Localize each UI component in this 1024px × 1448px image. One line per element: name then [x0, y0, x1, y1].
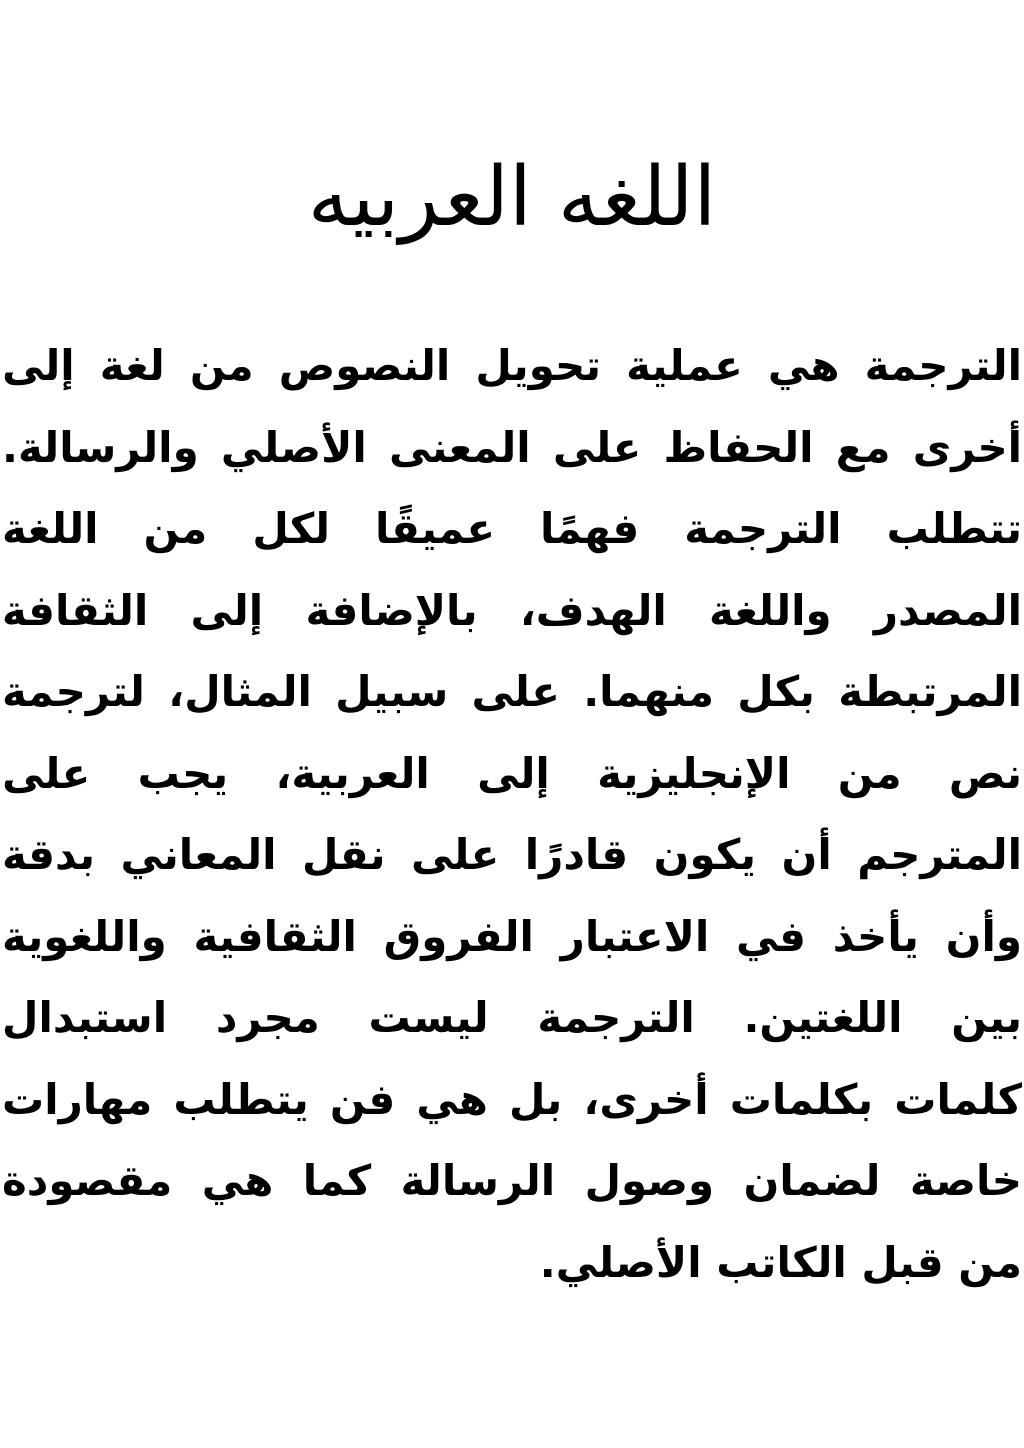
- body-line-9: بين اللغتين. الترجمة ليست مجرد استبدال: [2, 993, 1022, 1042]
- document-title: اللغه العربيه: [307, 150, 717, 245]
- document-body: [2, 325, 1022, 1303]
- body-line-11: خاصة لضمان وصول الرسالة كما هي مقصودة: [2, 1156, 1022, 1205]
- body-line-7: المترجم أن يكون قادرًا على نقل المعاني بدقة: [2, 830, 1022, 879]
- body-line-10: كلمات بكلمات أخرى، بل هي فن يتطلب مهارات: [2, 1074, 1022, 1124]
- body-line-8: وأن يأخذ في الاعتبار الفروق الثقافية واللغوية: [2, 911, 1022, 961]
- body-line-4: المصدر واللغة الهدف، بالإضافة إلى الثقافة: [2, 585, 1022, 635]
- body-line-12: من قبل الكاتب الأصلي.: [539, 1237, 1022, 1287]
- body-line-5: المرتبطة بكل منهما. على سبيل المثال، لترجمة: [2, 667, 1022, 716]
- body-line-2: أخرى مع الحفاظ على المعنى الأصلي والرسالة.: [2, 422, 1022, 472]
- body-line-1: الترجمة هي عملية تحويل النصوص من لغة إلى: [2, 341, 1022, 390]
- body-line-3: تتطلب الترجمة فهمًا عميقًا لكل من اللغة: [2, 504, 1022, 553]
- body-line-6: نص من الإنجليزية إلى العربية، يجب على: [2, 748, 1022, 798]
